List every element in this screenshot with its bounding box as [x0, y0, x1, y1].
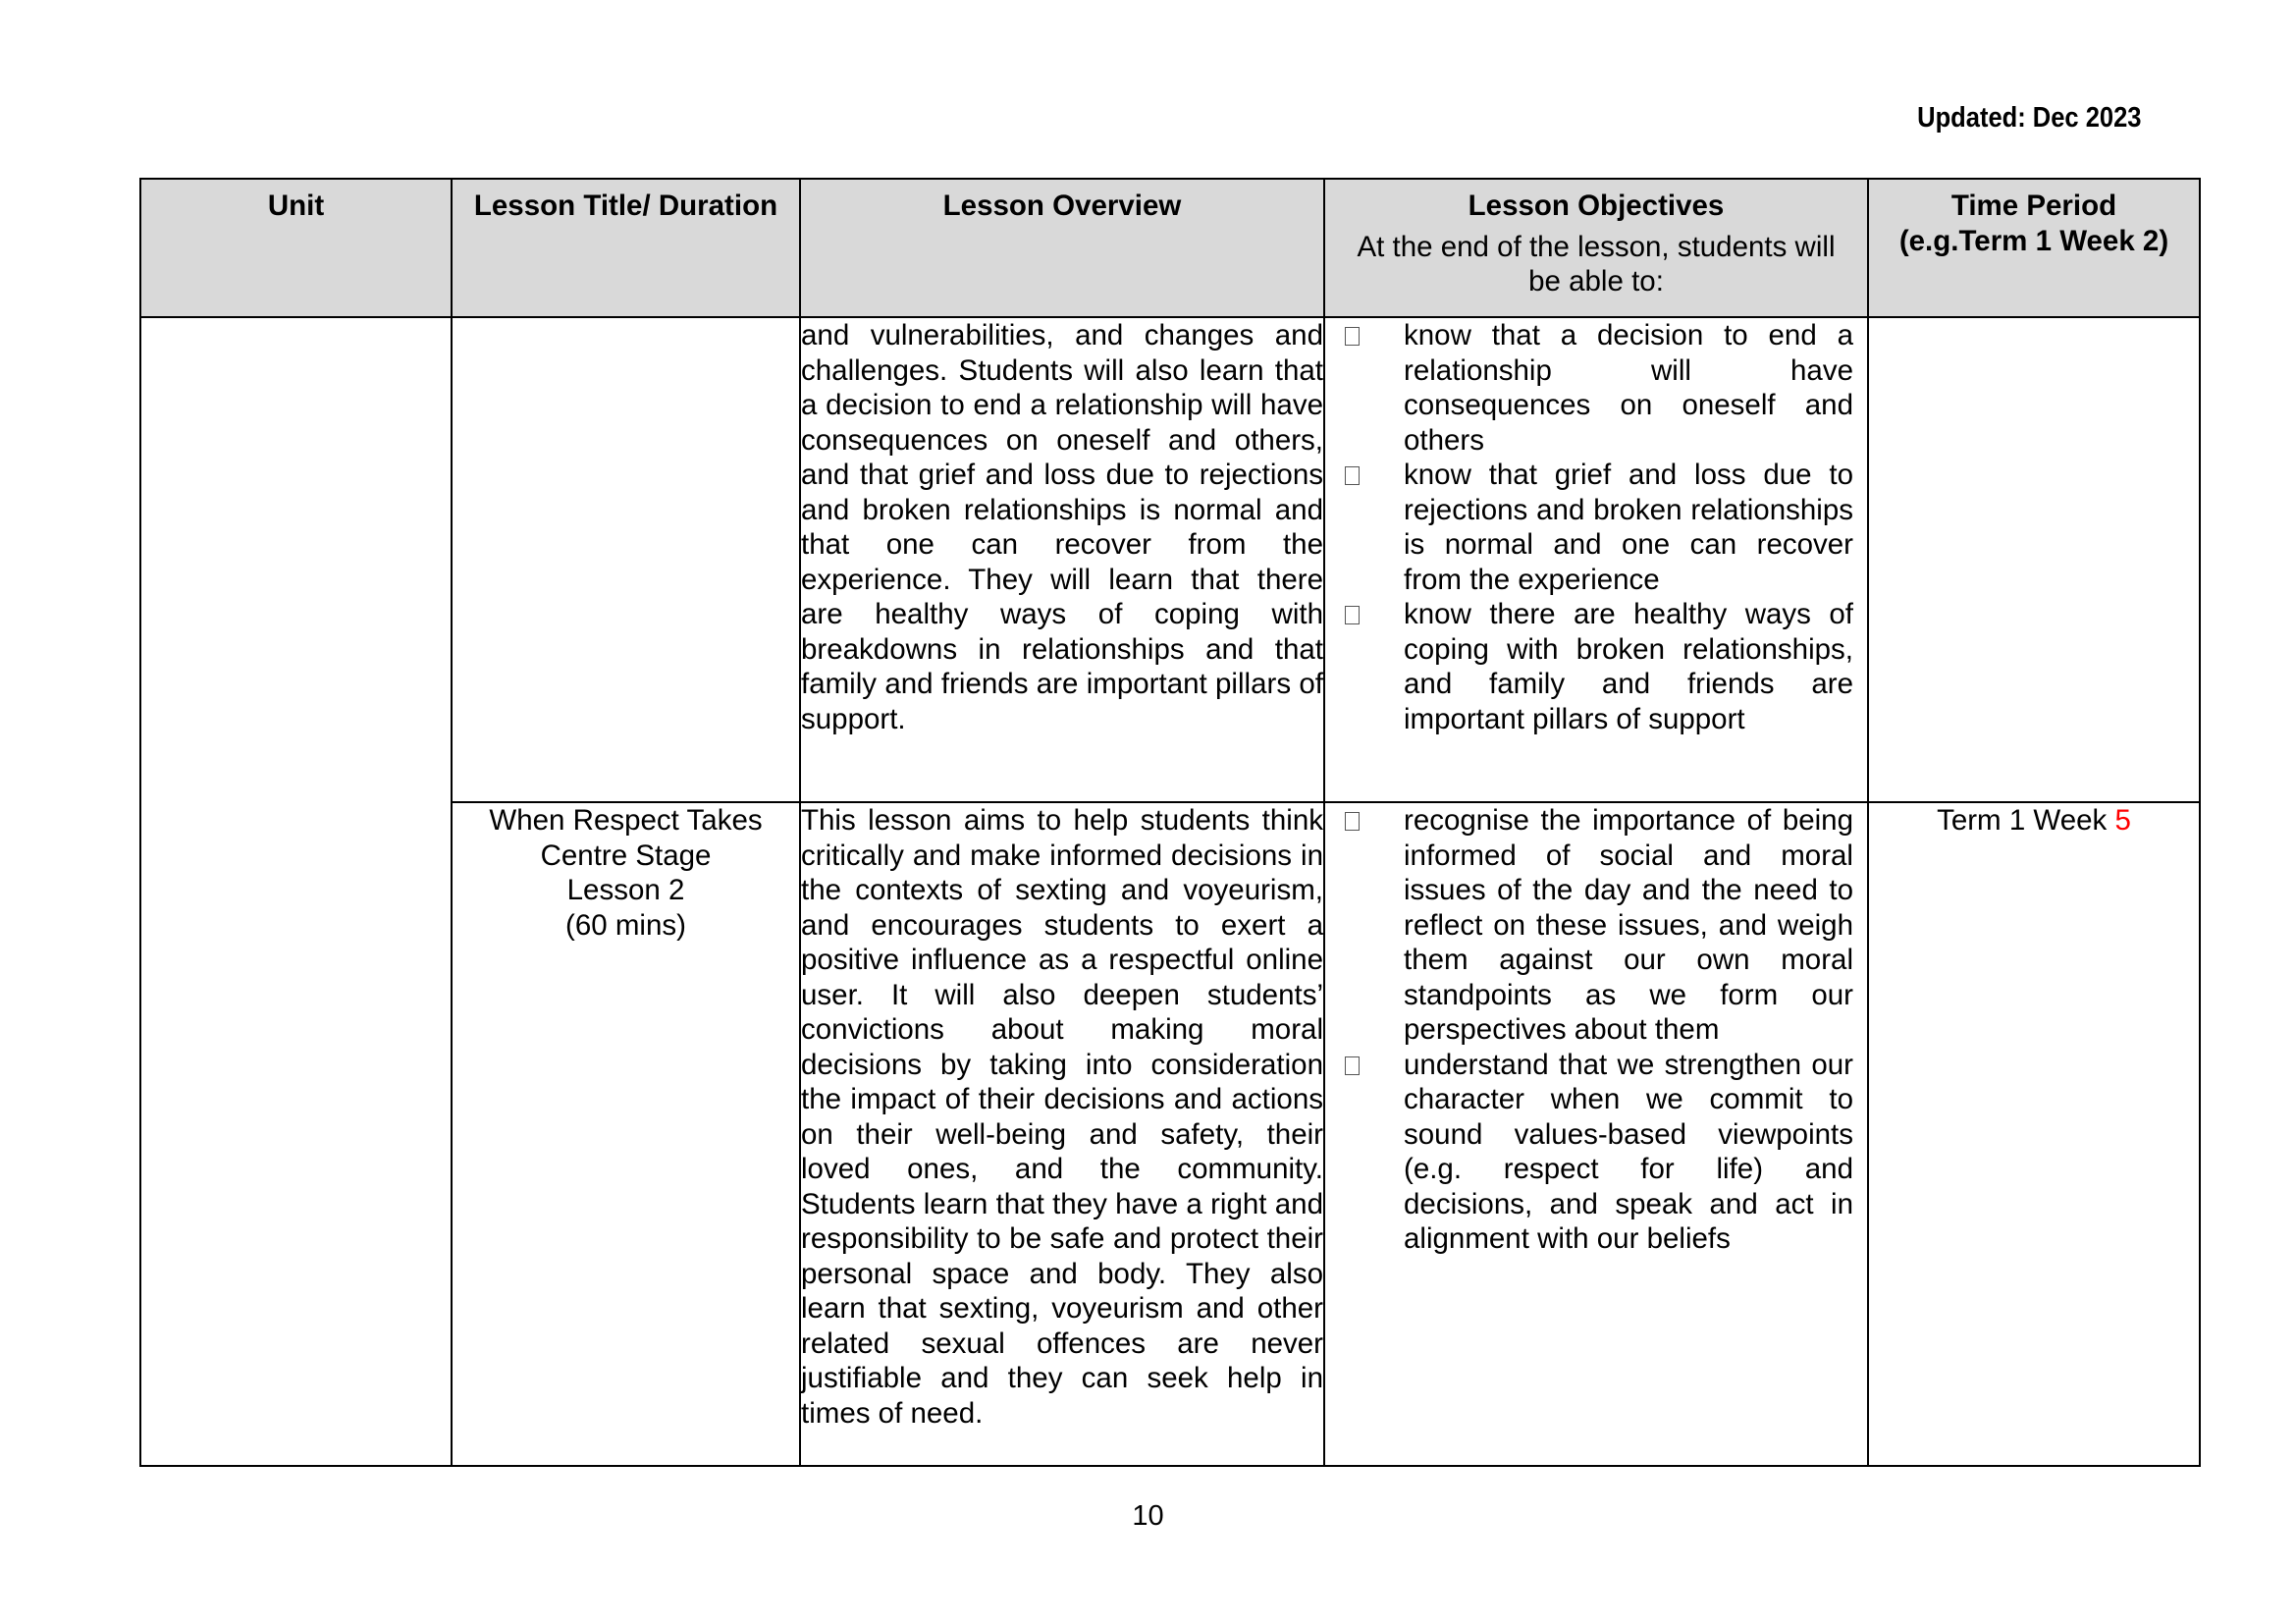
- column-header-time-period: [1868, 179, 2200, 317]
- lesson-title-cell: [452, 317, 800, 802]
- lesson-duration: (60 mins): [565, 908, 686, 942]
- time-period-text: Term 1 Week: [1937, 804, 2115, 837]
- column-header-objectives: [1324, 179, 1868, 317]
- checkbox-bullet-icon: [1345, 466, 1360, 485]
- objective-text: know that grief and loss due to rejections and broken relationships is normal and one can recover from the experience: [1404, 459, 1853, 596]
- time-period-cell: [1868, 317, 2200, 802]
- column-header-objectives-label: Lesson Objectives: [1468, 189, 1725, 222]
- checkbox-bullet-icon: [1345, 812, 1360, 831]
- checkbox-bullet-icon: [1345, 1056, 1360, 1075]
- column-header-overview: [800, 179, 1324, 317]
- lesson-number: Lesson 2: [566, 874, 685, 906]
- lesson-objectives-cell: [1324, 317, 1868, 802]
- checkbox-bullet-icon: [1345, 606, 1360, 624]
- objective-text: know that a decision to end a relationship will have consequences on oneself and others: [1404, 319, 1853, 457]
- lesson-overview-cell: and vulnerabilities, and changes and challenges. Students will also learn that a decision to end a relationship will have consequences on oneself and others, and that grief and loss due to rejections and broken relationships is normal and that one can recover from the experience. They will learn that there are healthy ways of coping with breakdowns in relationships and that family and friends are important pillars of support.: [800, 317, 1324, 802]
- unit-cell: [140, 317, 452, 802]
- table-row: [140, 317, 2200, 802]
- page-number: 10: [1132, 1500, 1164, 1532]
- objective-item: [1325, 597, 1867, 736]
- lesson-title-line: When Respect Takes: [489, 804, 763, 837]
- table-header-row: [140, 179, 2200, 317]
- column-header-time-period-label: Time Period: [1950, 189, 2117, 222]
- objectives-list: [1325, 803, 1867, 1257]
- column-header-overview-label: Lesson Overview: [942, 189, 1182, 222]
- lesson-objectives-cell: [1324, 802, 1868, 1466]
- column-header-time-period-example: (e.g.Term 1 Week 2): [1898, 224, 2169, 257]
- column-header-lesson-title: [452, 179, 800, 317]
- lesson-plan-table: [139, 178, 2201, 1467]
- checkbox-bullet-icon: [1345, 327, 1360, 346]
- lesson-overview-cell: This lesson aims to help students think critically and make informed decisions in the contexts of sexting and voyeurism, and encourages students to exert a positive influence as a respectful online user. It will also deepen students’ convictions about making moral decisions by taking into consideration the impact of their decisions and actions on their well-being and safety, their loved ones, and the community. Students learn that they have a right and responsibility to be safe and protect their personal space and body. They also learn that sexting, voyeurism and other related sexual offences are never justifiable and they can seek help in times of need.: [800, 802, 1324, 1466]
- updated-date: Updated: Dec 2023: [1916, 102, 2141, 134]
- time-period-cell: [1868, 802, 2200, 1466]
- unit-cell: [140, 802, 452, 1466]
- objective-item: [1325, 1048, 1867, 1257]
- column-header-lesson-title-label: Lesson Title/ Duration: [473, 189, 778, 222]
- table-row: [140, 802, 2200, 1466]
- objectives-list: [1325, 318, 1867, 736]
- objective-item: [1325, 318, 1867, 458]
- time-period-week-highlight: 5: [2114, 804, 2131, 837]
- lesson-title-line: Centre Stage: [540, 839, 712, 872]
- column-header-unit: [140, 179, 452, 317]
- column-header-objectives-subtitle: At the end of the lesson, students will be able to:: [1357, 230, 1836, 298]
- objective-text: recognise the importance of being informed of social and moral issues of the day and the need to reflect on these issues, and weigh them against our own moral standpoints as we form our perspectives about them: [1404, 804, 1853, 1046]
- objective-item: [1325, 458, 1867, 597]
- objective-text: know there are healthy ways of coping with broken relationships, and family and friends are important pillars of support: [1404, 598, 1853, 735]
- column-header-unit-label: Unit: [267, 189, 325, 222]
- objective-item: [1325, 803, 1867, 1048]
- objective-text: understand that we strengthen our character when we commit to sound values-based viewpoints (e.g. respect for life) and decisions, and speak and act in alignment with our beliefs: [1404, 1048, 1853, 1255]
- lesson-title-cell: [452, 802, 800, 1466]
